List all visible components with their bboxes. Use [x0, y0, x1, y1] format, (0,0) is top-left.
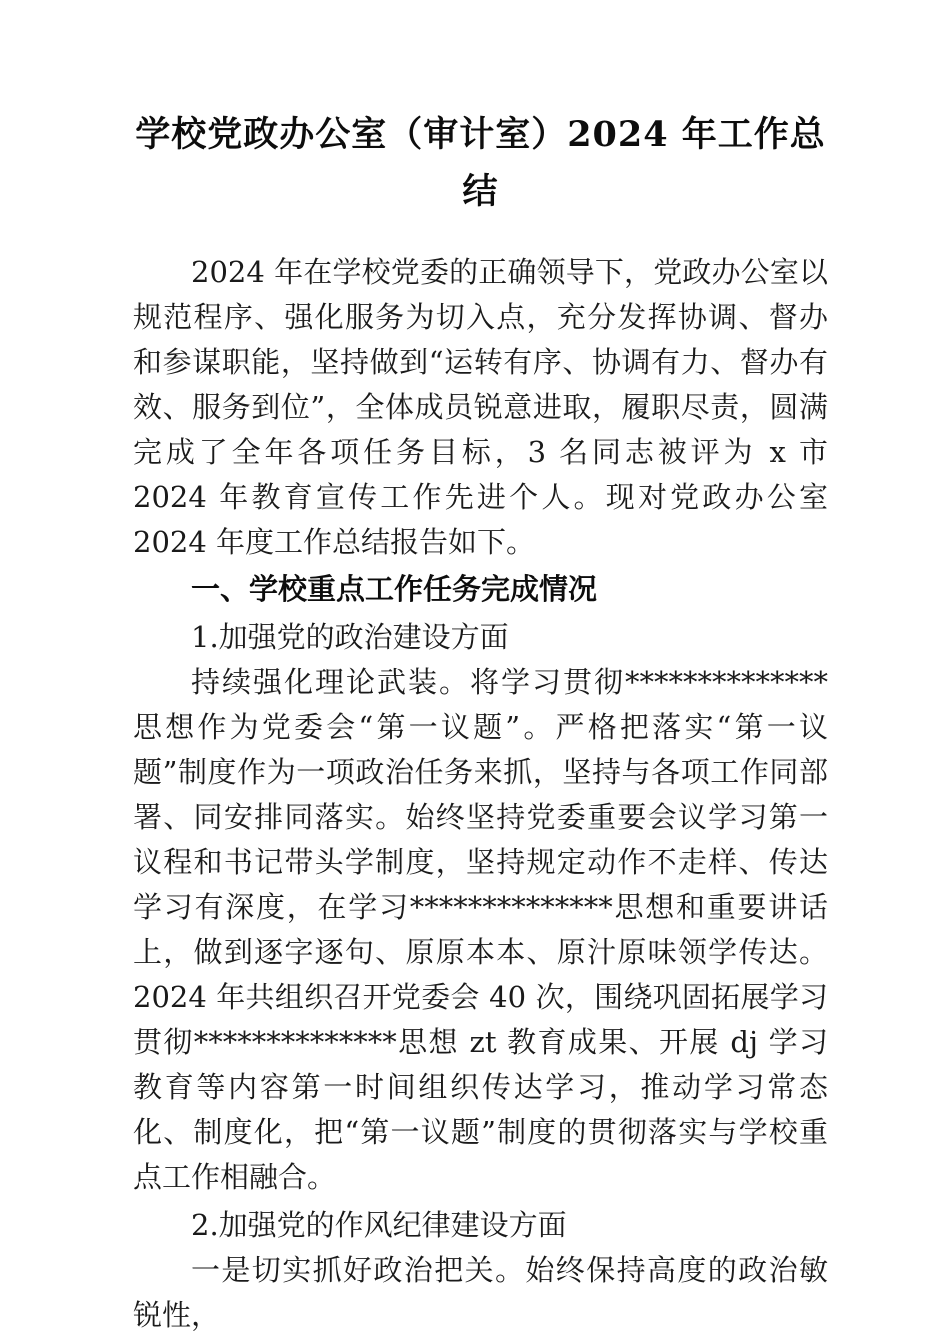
document-title: 学校党政办公室（审计室）2024 年工作总结	[135, 114, 826, 212]
section-heading-1: 一、学校重点工作任务完成情况	[191, 572, 598, 606]
subsection-heading-1: 1.加强党的政治建设方面	[191, 620, 509, 654]
subsection-heading-2: 2.加强党的作风纪律建设方面	[191, 1208, 567, 1242]
intro-paragraph: 2024 年在学校党委的正确领导下，党政办公室以规范程序、强化服务为切入点，充分发挥协调、督办和参谋职能，坚持做到“运转有序、协调有力、督办有效、服务到位”，全体成员锐意进取，履职尽责，圆满完成了全年各项任务目标，3 名同志被评为 x 市 2024 年教育宣传工作先进个人。现对党政办公室 2024 年度工作总结报告如下。	[133, 255, 828, 559]
body-paragraph-discipline: 一是切实抓好政治把关。始终保持高度的政治敏锐性，	[133, 1253, 828, 1332]
body-paragraph-political-building: 持续强化理论武装。将学习贯彻**************思想作为党委会“第一议题”。严格把落实“第一议题”制度作为一项政治任务来抓，坚持与各项工作同部署、同安排同落实。始终坚持党委重要会议学习第一议程和书记带头学制度，坚持规定动作不走样、传达学习有深度，在学习**************思想和重要讲话上，做到逐字逐句、原原本本、原汁原味领学传达。2024 年共组织召开党委会 40 次，围绕巩固拓展学习贯彻**************思想 zt 教育成果、开展 dj 学习教育等内容第一时间组织传达学习，推动学习常态化、制度化，把“第一议题”制度的贯彻落实与学校重点工作相融合。	[133, 665, 828, 1194]
